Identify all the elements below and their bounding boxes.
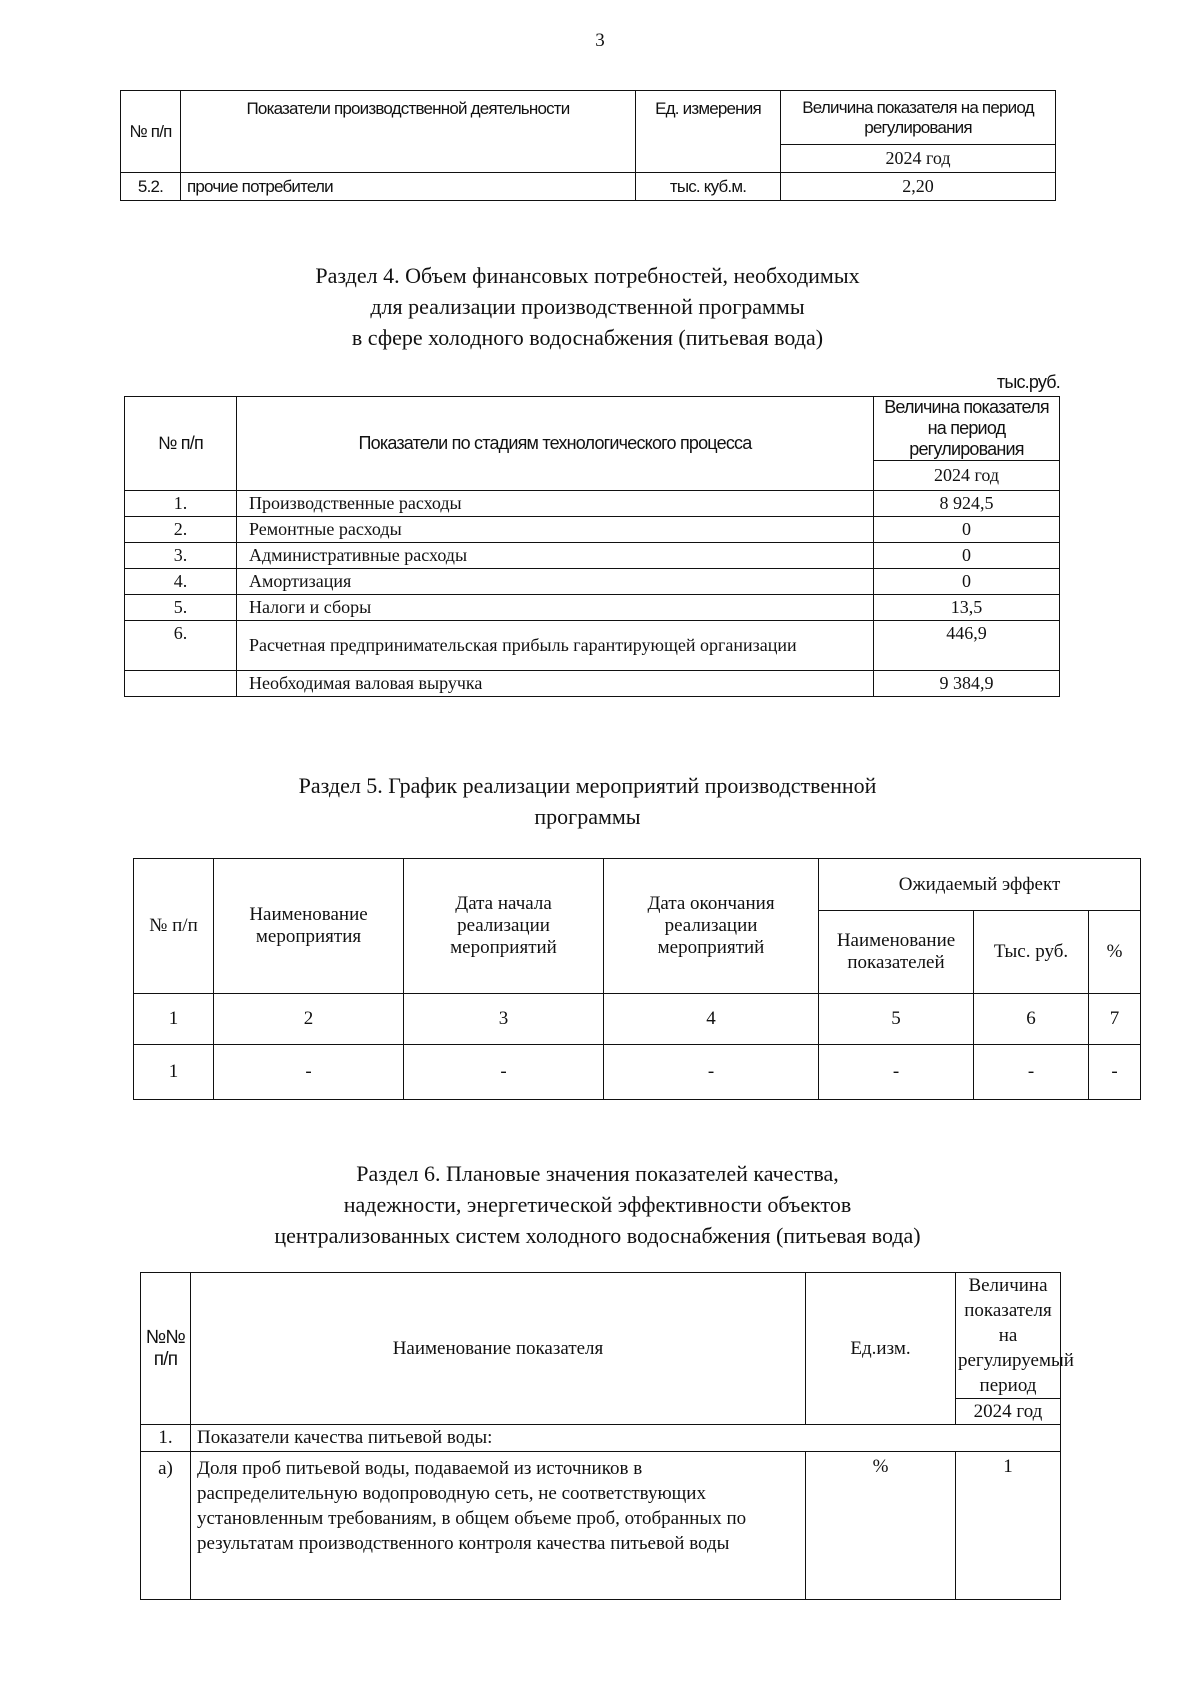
production-indicators-table	[120, 90, 1056, 201]
col-number: 5	[819, 994, 974, 1045]
cell: 1	[134, 1045, 214, 1100]
header-stage: Показатели по стадиям технологического процесса	[237, 397, 874, 491]
cell-name: Расчетная предпринимательская прибыль гарантирующей организации	[237, 621, 874, 671]
cell-name: Необходимая валовая выручка	[237, 671, 874, 697]
table-row	[125, 543, 1060, 569]
col-number: 3	[404, 994, 604, 1045]
cell-num: а)	[141, 1452, 191, 1600]
cell-num: 2.	[125, 517, 237, 543]
cell: -	[819, 1045, 974, 1100]
financial-needs-table	[124, 396, 1060, 697]
cell-value: 0	[874, 569, 1060, 595]
column-numbers-row	[134, 994, 1141, 1045]
col-number: 6	[974, 994, 1089, 1045]
cell: -	[604, 1045, 819, 1100]
header-year: 2024 год	[781, 145, 1056, 173]
header-value: Величина показателя на период регулирования	[874, 397, 1060, 461]
col-number: 2	[214, 994, 404, 1045]
cell-value: 2,20	[781, 173, 1056, 201]
cell-name: Ремонтные расходы	[237, 517, 874, 543]
table-row	[134, 1045, 1141, 1100]
section6-title	[130, 1158, 1065, 1251]
header-unit: Ед. измерения	[636, 91, 781, 173]
cell-name: Налоги и сборы	[237, 595, 874, 621]
header-num: № п/п	[134, 859, 214, 994]
header-start: Дата начала реализации мероприятий	[404, 859, 604, 994]
cell-unit: %	[806, 1452, 956, 1600]
page-number: 3	[595, 30, 605, 51]
header-indicator-name: Наименование показателей	[819, 911, 974, 994]
cell-value: 13,5	[874, 595, 1060, 621]
cell-num: 1.	[141, 1425, 191, 1452]
cell-num: 6.	[125, 621, 237, 671]
table-row	[125, 595, 1060, 621]
header-year: 2024 год	[874, 461, 1060, 491]
cell-value: 0	[874, 543, 1060, 569]
cell-name: прочие потребители	[181, 173, 636, 201]
cell: -	[214, 1045, 404, 1100]
header-end: Дата окончания реализации мероприятий	[604, 859, 819, 994]
cell-num: 4.	[125, 569, 237, 595]
title-line: централизованных систем холодного водоснабжения (питьевая вода)	[274, 1223, 921, 1248]
table-row	[125, 569, 1060, 595]
header-num: №№ п/п	[141, 1273, 191, 1425]
cell: -	[974, 1045, 1089, 1100]
header-percent: %	[1089, 911, 1141, 994]
table-row	[125, 671, 1060, 697]
cell-name: Амортизация	[237, 569, 874, 595]
cell-num: 5.	[125, 595, 237, 621]
section5-title	[120, 770, 1055, 832]
header-unit: Ед.изм.	[806, 1273, 956, 1425]
title-line: в сфере холодного водоснабжения (питьевая вода)	[351, 325, 824, 350]
title-line: Раздел 5. График реализации мероприятий производственной	[298, 773, 877, 798]
header-name: Наименование мероприятия	[214, 859, 404, 994]
header-indicator: Показатели производственной деятельности	[181, 91, 636, 173]
cell: -	[1089, 1045, 1141, 1100]
cell-name: Административные расходы	[237, 543, 874, 569]
cell-value: 9 384,9	[874, 671, 1060, 697]
title-line: Раздел 6. Плановые значения показателей качества,	[356, 1161, 839, 1186]
header-name: Наименование показателя	[191, 1273, 806, 1425]
section4-title	[120, 260, 1055, 353]
header-num: № п/п	[121, 91, 181, 173]
col-number: 7	[1089, 994, 1141, 1045]
cell-num: 5.2.	[121, 173, 181, 201]
table-row	[141, 1452, 1061, 1600]
table-row	[121, 173, 1056, 201]
col-number: 1	[134, 994, 214, 1045]
header-value: Величина показателя на регулируемый период	[956, 1273, 1061, 1399]
cell-num: 3.	[125, 543, 237, 569]
table-row	[125, 491, 1060, 517]
cell-group-name: Показатели качества питьевой воды:	[191, 1425, 1061, 1452]
unit-note: тыс.руб.	[996, 372, 1060, 392]
header-value: Величина показателя на период регулирования	[781, 91, 1056, 145]
measures-schedule-table	[133, 858, 1141, 1100]
title-line: надежности, энергетической эффективности объектов	[343, 1192, 852, 1217]
title-line: программы	[534, 804, 641, 829]
title-line: для реализации производственной программы	[370, 294, 805, 319]
cell-name: Производственные расходы	[237, 491, 874, 517]
group-row	[141, 1425, 1061, 1452]
header-year: 2024 год	[956, 1399, 1061, 1425]
header-effect: Ожидаемый эффект	[819, 859, 1141, 911]
quality-indicators-table	[140, 1272, 1074, 1600]
header-thous-rub: Тыс. руб.	[974, 911, 1089, 994]
cell-num	[125, 671, 237, 697]
cell-unit: тыс. куб.м.	[636, 173, 781, 201]
cell-value: 446,9	[874, 621, 1060, 671]
header-num: № п/п	[125, 397, 237, 491]
cell-value: 1	[956, 1452, 1061, 1600]
cell-value: 8 924,5	[874, 491, 1060, 517]
title-line: Раздел 4. Объем финансовых потребностей, необходимых	[315, 263, 860, 288]
cell-name: Доля проб питьевой воды, подаваемой из источников в распределительную водопроводную сеть, не соответствующих установленным требованиям, в общем объеме проб, отобранных по результатам производственного контроля качества питьевой воды	[191, 1452, 806, 1600]
table-row	[125, 517, 1060, 543]
table-row	[125, 621, 1060, 671]
col-number: 4	[604, 994, 819, 1045]
cell-num: 1.	[125, 491, 237, 517]
cell-value: 0	[874, 517, 1060, 543]
cell: -	[404, 1045, 604, 1100]
